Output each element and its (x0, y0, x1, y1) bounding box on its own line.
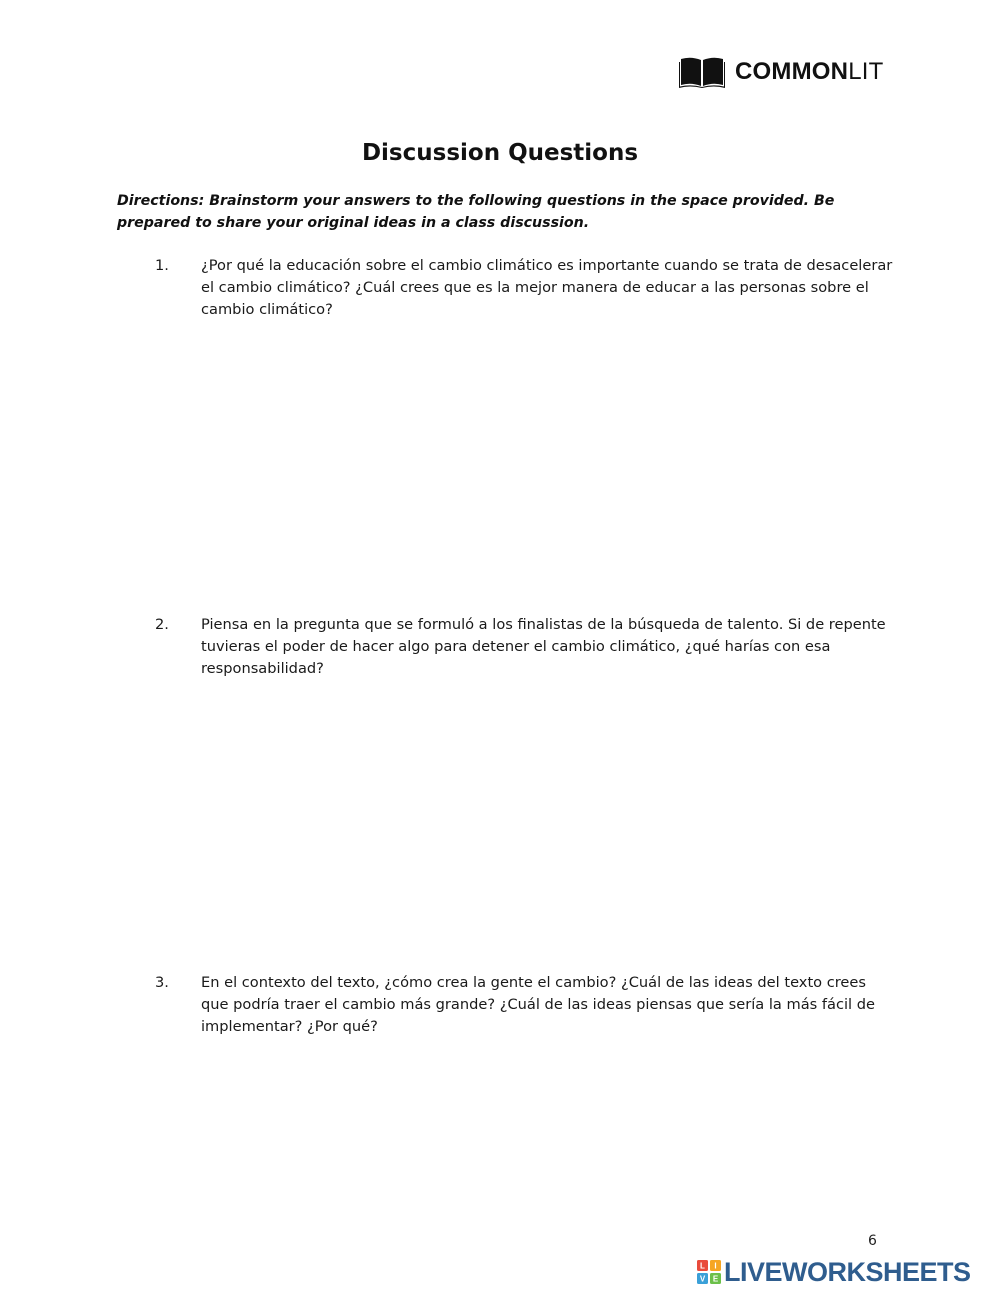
tile-l-letter: L (700, 1261, 705, 1271)
tile-v-letter: V (699, 1274, 706, 1284)
question-2 (155, 614, 895, 680)
commonlit-logo (679, 54, 883, 90)
directions: Directions: Brainstorm your answers to the following questions in the space provided. Be prepared to share your original ideas in a class discussion. (117, 193, 835, 231)
liveworksheets-wordmark: LIVEWORKSHEETS (724, 1257, 971, 1287)
page-title: Discussion Questions (361, 140, 639, 166)
logo-wordmark (735, 58, 883, 86)
question-text: ¿Por qué la educación sobre el cambio climático es importante cuando se trata de desacelerar el cambio climático? ¿Cuál crees que es la mejor manera de educar a las personas sobre el cambio climático? (201, 257, 893, 318)
question-number: 1. (155, 257, 169, 274)
question-number: 3. (155, 974, 169, 991)
logo-lit: LIT (848, 58, 884, 85)
liveworksheets-badge[interactable] (697, 1257, 971, 1287)
question-text: En el contexto del texto, ¿cómo crea la gente el cambio? ¿Cuál de las ideas del texto crees que podría traer el cambio más grande? ¿Cuál de las ideas piensas que sería la más fácil de implementar? ¿Por qué? (201, 974, 875, 1035)
page-number: 6 (868, 1233, 877, 1249)
logo-common: COMMON (735, 58, 849, 85)
tile-i-letter: I (714, 1261, 717, 1271)
tile-e-letter: E (712, 1274, 719, 1284)
question-3 (155, 972, 895, 1038)
question-text: Piensa en la pregunta que se formuló a los finalistas de la búsqueda de talento. Si de repente tuvieras el poder de hacer algo para detener el cambio climático, ¿qué harías con esa responsabilidad? (201, 616, 886, 677)
open-book-icon (679, 55, 725, 89)
question-1 (155, 255, 895, 321)
question-number: 2. (155, 616, 169, 633)
live-tiles-icon (697, 1260, 721, 1284)
